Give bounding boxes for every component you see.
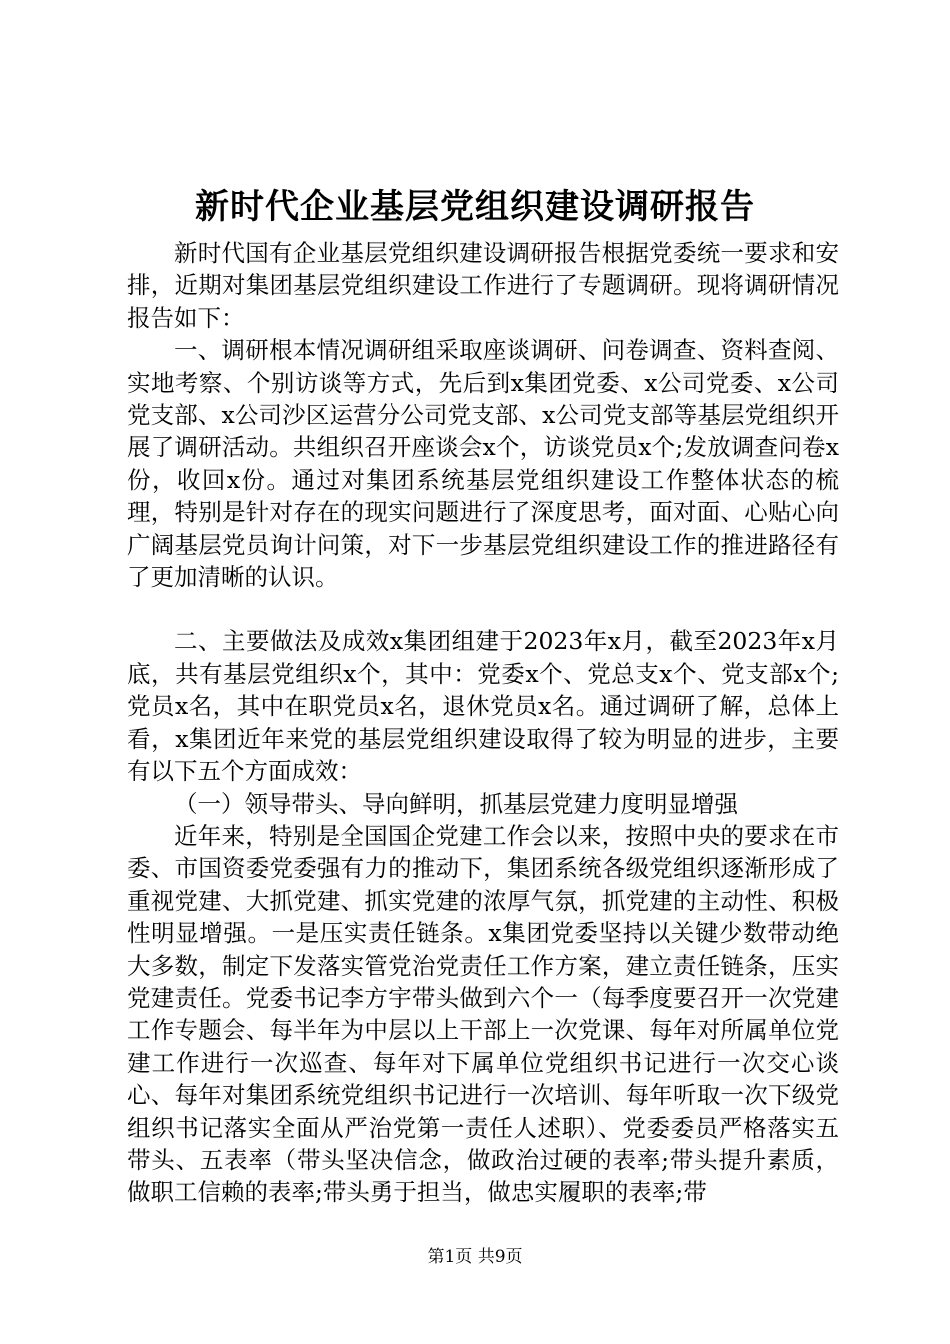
section-one-paragraph: 一、调研根本情况调研组采取座谈调研、问卷调查、资料查阅、实地考察、个别访谈等方式，先后到x集团党委、x公司党委、x公司党支部、x公司沙区运营分公司党支部、x公司党支部等基层党组织开展了调研活动。共组织召开座谈会x个，访谈党员x个;发放调查问卷x份，收回x份。通过对集团系统基层党组织建设工作整体状态的梳理，特别是针对存在的现实问题进行了深度思考，面对面、心贴心向广阔基层党员询计问策，对下一步基层党组织建设工作的推进路径有了更加清晰的认识。 [127,336,839,592]
section-two-paragraph: 二、主要做法及成效x集团组建于2023年x月，截至2023年x月底，共有基层党组织x个，其中：党委x个、党总支x个、党支部x个;党员x名，其中在职党员x名，退休党员x名。通过调研了解，总体上看，x集团近年来党的基层党组织建设取得了较为明显的进步，主要有以下五个方面成效： [127,627,839,786]
document-body [127,237,839,1209]
intro-paragraph: 新时代国有企业基层党组织建设调研报告根据党委统一要求和安排，近期对集团基层党组织建设工作进行了专题调研。现将调研情况报告如下： [127,239,839,332]
page-number-footer: 第1页 共9页 [427,1247,523,1267]
subsection-paragraph: 近年来，特别是全国国企党建工作会以来，按照中央的要求在市委、市国资委党委强有力的推动下，集团系统各级党组织逐渐形成了重视党建、大抓党建、抓实党建的浓厚气氛，抓党建的主动性、积极性明显增强。一是压实责任链条。x集团党委坚持以关键少数带动绝大多数，制定下发落实管党治党责任工作方案，建立责任链条，压实党建责任。党委书记李方宇带头做到六个一（每季度要召开一次党建工作专题会、每半年为中层以上干部上一次党课、每年对所属单位党建工作进行一次巡查、每年对下属单位党组织书记进行一次交心谈心、每年对集团系统党组织书记进行一次培训、每年听取一次下级党组织书记落实全面从严治党第一责任人述职）、党委委员严格落实五带头、五表率（带头坚决信念，做政治过硬的表率;带头提升素质，做职工信赖的表率;带头勇于担当，做忠实履职的表率;带 [127,821,839,1207]
document-title: 新时代企业基层党组织建设调研报告 [195,187,755,227]
subsection-heading: （一）领导带头、导向鲜明，抓基层党建力度明显增强 [174,789,738,818]
